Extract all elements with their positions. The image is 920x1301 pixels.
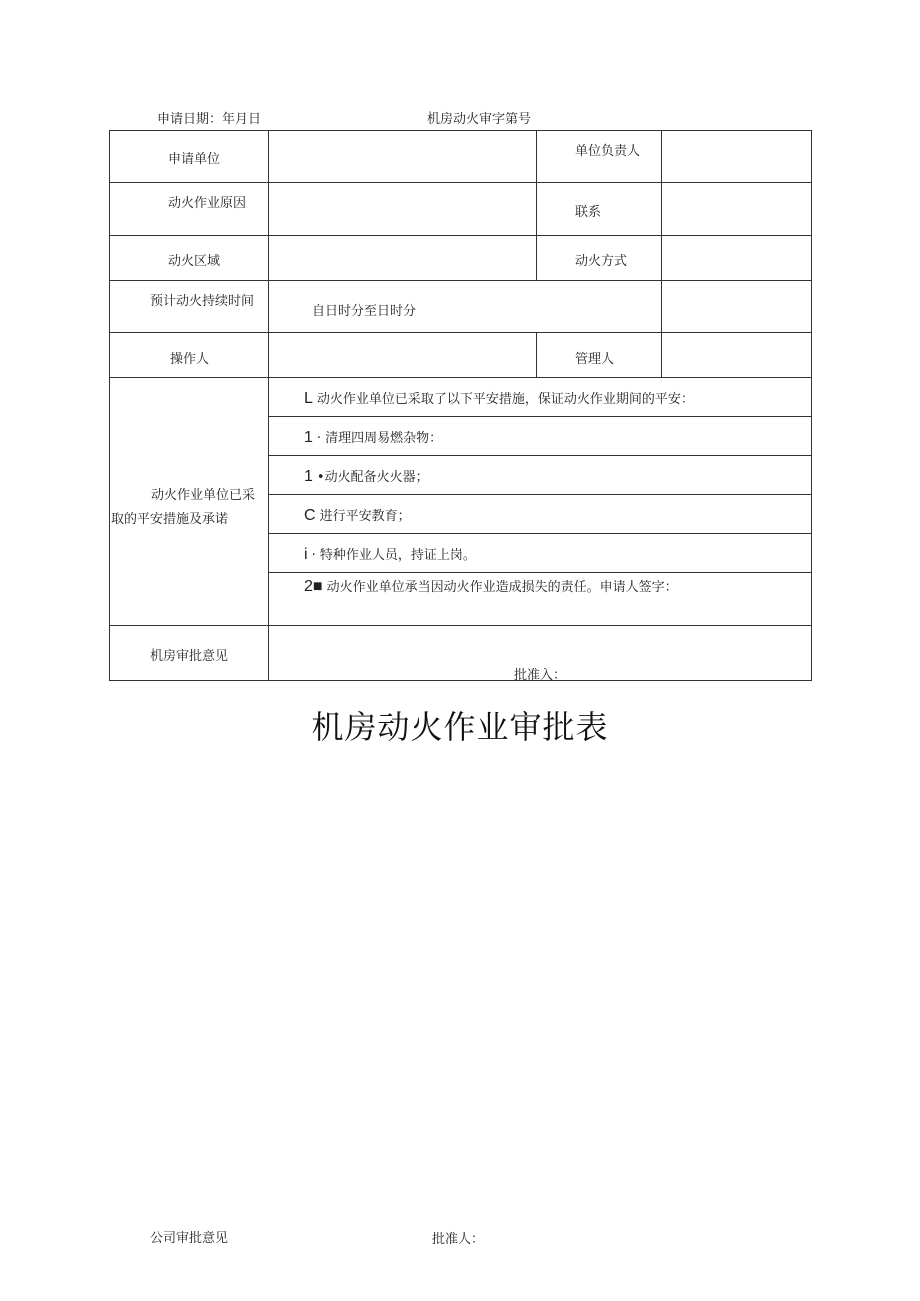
measure-divider [268, 572, 812, 573]
method-label: 动火方式 [575, 254, 628, 269]
page-title: 机房动火作业审批表 [311, 708, 609, 746]
table-border-right [811, 130, 812, 681]
measure-item [304, 466, 429, 486]
apply-date: 申请日期：年月日 [157, 112, 262, 127]
company-approval-label: 公司审批意见 [150, 1231, 229, 1246]
room-approver: 批准入： [514, 668, 567, 683]
table-border-bottom [109, 680, 812, 681]
measure-text: · 特种作业人员，持证上岗。 [311, 548, 476, 563]
unit-leader-label: 单位负责人 [575, 144, 641, 159]
measure-text: 进行平安教育； [319, 509, 411, 524]
area-label: 动火区域 [168, 254, 221, 269]
measure-item [304, 388, 694, 408]
column-divider [536, 332, 537, 377]
company-approver: 批准人： [432, 1232, 485, 1247]
measures-label-line2: 取的平安措施及承诺 [111, 512, 229, 527]
measure-item [304, 505, 411, 525]
reason-label: 动火作业原因 [168, 196, 247, 211]
row-divider [109, 332, 812, 333]
measure-marker: 2■ [304, 578, 323, 595]
measure-divider [268, 416, 812, 417]
measure-marker: 1 [304, 468, 313, 485]
measure-divider [268, 533, 812, 534]
column-divider [661, 130, 662, 377]
measure-item [304, 544, 476, 564]
contact-label: 联系 [575, 205, 602, 220]
measure-marker: C [304, 507, 316, 524]
manager-label: 管理人 [575, 352, 615, 367]
measure-divider [268, 494, 812, 495]
measure-divider [268, 455, 812, 456]
measure-marker: 1 [304, 429, 313, 446]
measure-text: 动火作业单位已采取了以下平安措施，保证动火作业期间的平安： [316, 392, 694, 407]
measure-item [304, 576, 678, 596]
duration-field[interactable]: 自日时分至日时分 [312, 304, 417, 319]
table-border-top [109, 130, 812, 131]
table-border-left [109, 130, 110, 681]
row-divider [109, 235, 812, 236]
row-divider [109, 377, 812, 378]
room-approval-label: 机房审批意见 [150, 649, 229, 664]
operator-label: 操作人 [170, 352, 210, 367]
label-column-divider [268, 130, 269, 681]
measure-text: · 清理四周易燃杂物： [316, 431, 443, 446]
row-divider [109, 625, 812, 626]
row-divider [109, 182, 812, 183]
duration-label: 预计动火持续时间 [150, 294, 255, 309]
apply-unit-label: 申请单位 [168, 152, 221, 167]
measure-text: 动火作业单位承当因动火作业造成损失的责任。申请人签字： [326, 580, 678, 595]
measure-item [304, 427, 442, 447]
column-divider [536, 130, 537, 280]
measure-text: •动火配备火火器； [316, 470, 429, 485]
measure-marker: L [304, 390, 313, 407]
measures-label-line1: 动火作业单位已采 [151, 488, 256, 503]
measure-marker: i [304, 546, 308, 563]
doc-number: 机房动火审字第号 [427, 112, 532, 127]
row-divider [109, 280, 812, 281]
